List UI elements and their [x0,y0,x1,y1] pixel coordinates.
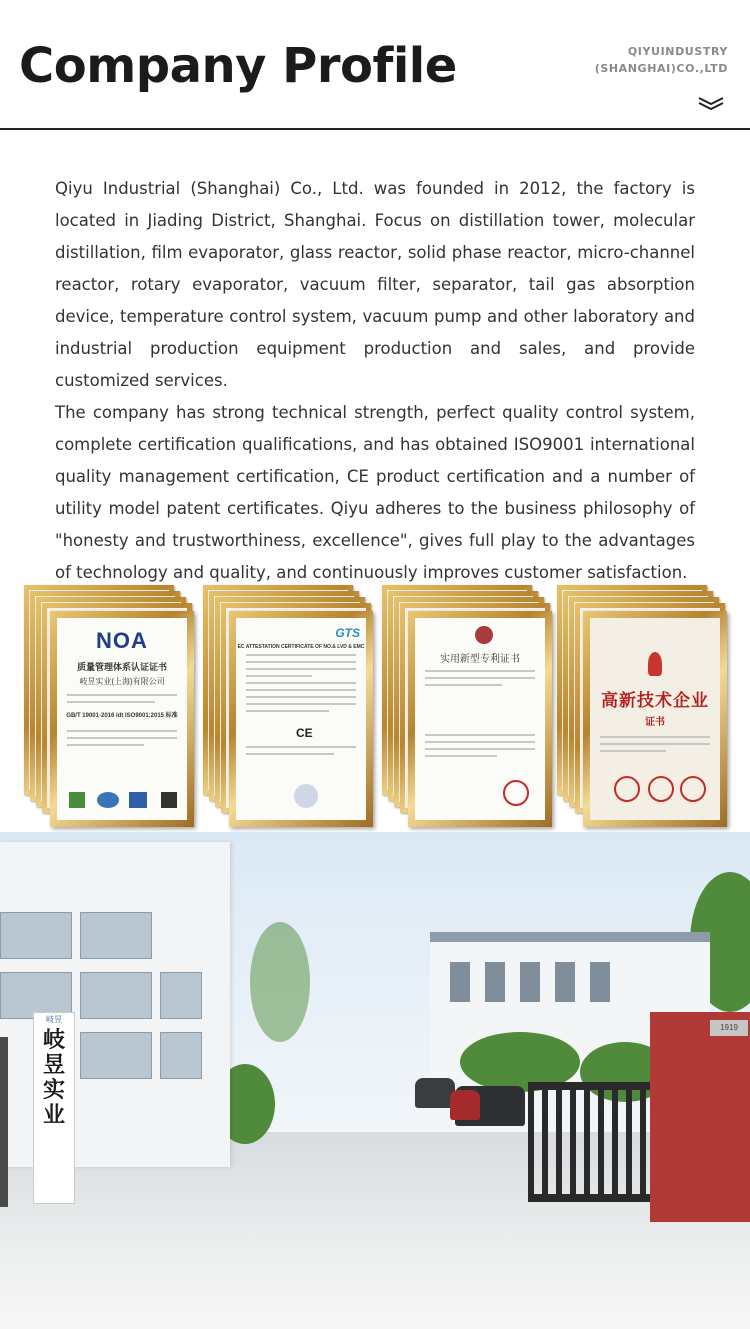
factory-photo [0,832,750,1329]
patent-heading: 实用新型专利证书 [440,654,520,665]
gate-plate: 1919 [710,1020,748,1036]
page-title: Company Profile [19,38,457,94]
intro-paragraph-2: The company has strong technical strength, perfect quality control system, complete certification qualifications, and has obtained ISO9001 international quality management certification, CE product certification and a number of utility model patent certificates. Qiyu adheres to the business philosophy of "honesty and trustworthiness, excellence", gives full play to the advantages of technology and quality, and continuously improves customer satisfaction. [55,403,695,582]
noa-company: 岐昱实业(上海)有限公司 [79,677,165,686]
flame-emblem-icon [648,652,662,676]
hitech-sub: 证书 [645,717,665,728]
iaf-logo [97,792,119,808]
certificate-noa [24,585,194,830]
page-header [0,0,750,130]
certificates-row [0,585,750,830]
noa-heading: 质量管理体系认证证书 [76,662,167,672]
ias-logo [129,792,147,808]
parked-car [450,1090,480,1120]
hitech-seal-1 [614,776,640,802]
company-sign: 岐昱 岐 昱 实 业 [33,1012,75,1204]
certificate-patent [382,585,552,830]
company-intro [55,173,695,589]
noa-logo: NOA [96,628,148,653]
patent-emblem [475,626,493,644]
hitech-heading: 高新技术企业 [601,691,709,710]
gate-pillar [650,1012,750,1222]
sign-logo: 岐昱 [46,1015,62,1024]
hitech-seal-2 [648,776,674,802]
accreditation-logo [69,792,85,808]
qr-code [161,792,177,808]
brand-line-1: QIYUINDUSTRY [627,45,728,58]
parked-car [415,1078,455,1108]
header-divider [0,128,750,130]
gts-seal [294,784,318,808]
noa-standard: GB/T 19001-2016 idt ISO9001:2015 标准 [66,713,178,719]
retractable-gate [528,1082,658,1202]
certificate-hitech [557,585,727,830]
gts-logo: GTS [335,626,360,640]
gts-heading: EC ATTESTATION CERTIFICATE OF NO.& LVD & EMC [237,644,365,650]
company-brand [595,43,728,77]
hitech-seal-3 [680,776,706,802]
ce-mark: CE [296,726,313,740]
intro-paragraph-1: Qiyu Industrial (Shanghai) Co., Ltd. was founded in 2012, the factory is located in Jiading District, Shanghai. Focus on distillation tower, molecular distillation, film evaporator, glass reactor, solid phase reactor, micro-channel reactor, rotary evaporator, vacuum filter, separator, tail gas absorption device, temperature control system, vacuum pump and other laboratory and industrial production equipment production and sales, and provide customized services. [55,179,695,390]
brand-line-2: (SHANGHAI)CO.,LTD [594,62,728,75]
patent-seal [503,780,529,806]
chevron-double-down-icon [698,96,724,110]
certificate-gts [203,585,373,830]
